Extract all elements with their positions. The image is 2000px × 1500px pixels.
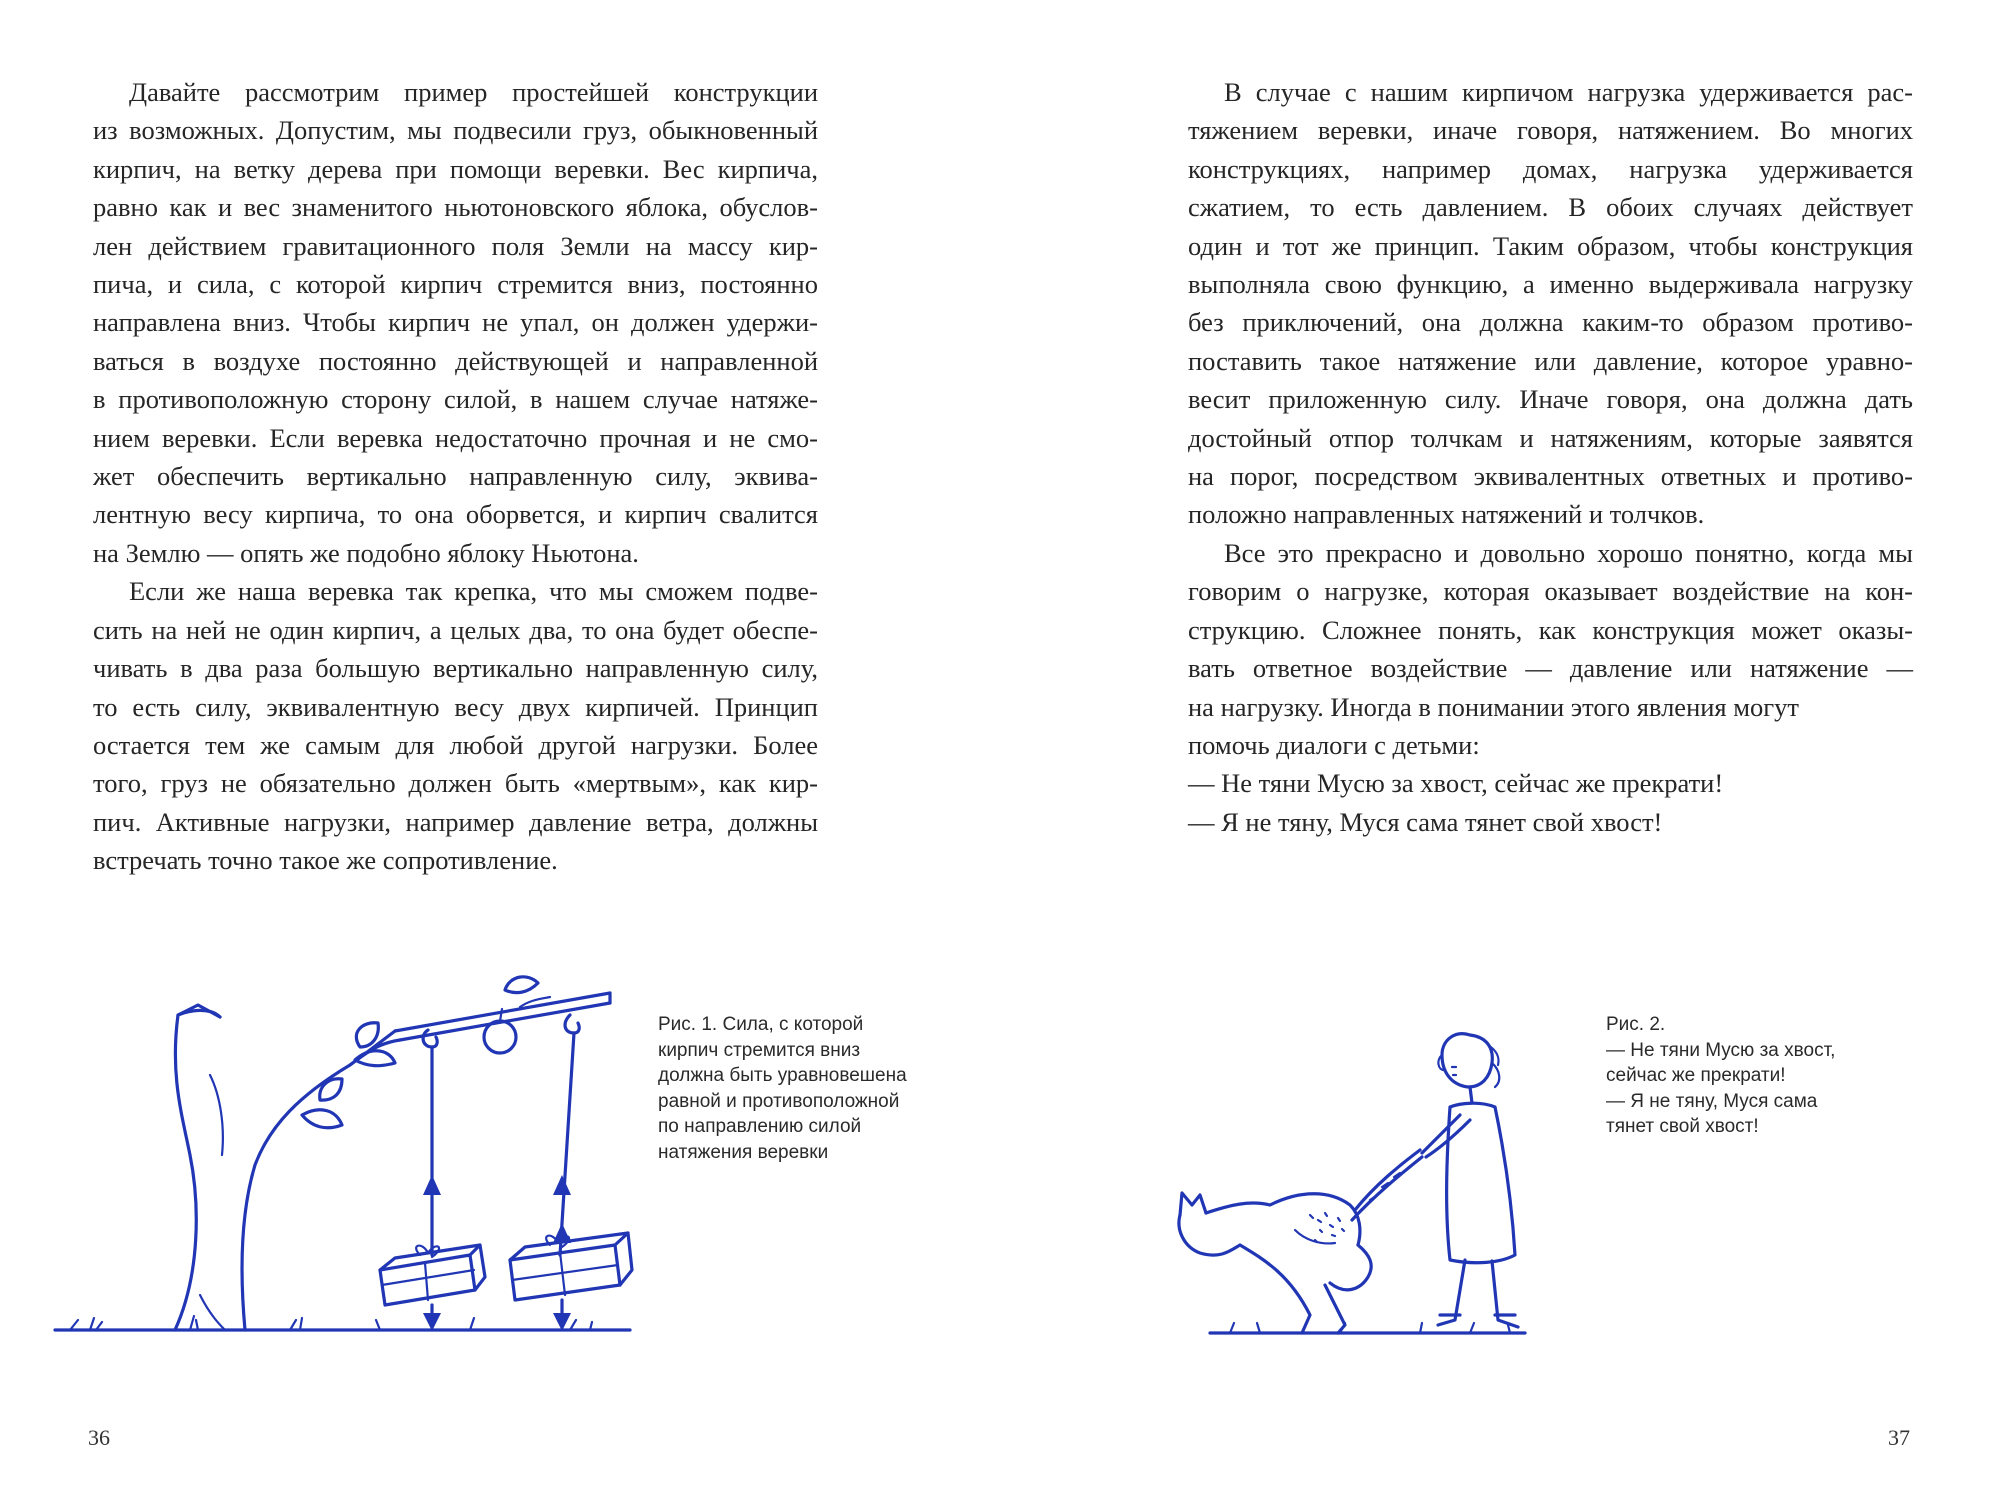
text-line: струкцию. Сложнее понять, как конструкция может оказы- [1188, 614, 1913, 645]
right-body-text [1188, 73, 1913, 841]
text-line: нием веревки. Если веревка недостаточно прочная и не смо- [93, 422, 818, 453]
caption-line: — Не тяни Мусю за хвост, [1606, 1039, 1836, 1061]
dialogue-line: — Не тяни Мусю за хвост, сейчас же прекрати! [1188, 768, 1724, 799]
text-line: на нагрузку. Иногда в понимании этого явления могут [1188, 691, 1799, 722]
right-page [1000, 0, 2000, 1500]
caption-line: должна быть уравновешена [658, 1065, 907, 1087]
text-line: Все это прекрасно и довольно хорошо понятно, когда мы [1224, 537, 1913, 568]
text-line: Если же наша веревка так крепка, что мы сможем подве- [129, 576, 818, 607]
text-line: равно как и вес знаменитого ньютоновского яблока, обуслов- [93, 192, 818, 223]
text-line: на Землю — опять же подобно яблоку Ньютона. [93, 537, 639, 568]
text-line: из возможных. Допустим, мы подвесили груз, обыкновенный [93, 115, 818, 146]
text-line: говорим о нагрузке, которая оказывает воздействие на кон- [1188, 576, 1913, 607]
page-number: 36 [88, 1425, 110, 1450]
caption-line: равной и противоположной [658, 1090, 900, 1112]
text-line: встречать точно такое же сопротивление. [93, 845, 558, 876]
text-line: поставить такое натяжение или давление, которое уравно- [1188, 345, 1913, 376]
text-line: тяжением веревки, иначе говоря, натяжением. Во многих [1188, 115, 1913, 146]
left-body-text [93, 73, 818, 880]
tree-bricks-illustration [50, 955, 650, 1340]
text-line: В случае с нашим кирпичом нагрузка удерживается рас- [1224, 77, 1913, 107]
text-line: без приключений, она должна каким-то образом противо- [1188, 307, 1913, 338]
text-line: сжатием, то есть давлением. В обоих случаях действует [1188, 192, 1913, 223]
page-number: 37 [1888, 1425, 1910, 1450]
text-line: один и тот же принцип. Таким образом, чтобы конструкция [1188, 230, 1913, 261]
text-line: на порог, посредством эквивалентных ответных и противо- [1188, 461, 1913, 492]
text-line: лентную весу кирпича, то она оборвется, и кирпич свалится [93, 499, 818, 530]
dialogue-line: — Я не тяну, Муся сама тянет свой хвост! [1188, 806, 1663, 837]
caption-line: — Я не тяну, Муся сама [1606, 1090, 1818, 1112]
caption-line: натяжения веревки [658, 1141, 829, 1163]
caption-line: по направлению силой [658, 1116, 862, 1138]
caption-line: кирпич стремится вниз [658, 1039, 861, 1061]
caption-line: Рис. 2. [1606, 1014, 1666, 1035]
text-line: конструкциях, например домах, нагрузка удерживается [1188, 153, 1913, 184]
caption-line: тянет свой хвост! [1606, 1116, 1759, 1138]
text-line: вать ответное воздействие — давление или натяжение — [1188, 653, 1913, 684]
text-line: Давайте рассмотрим пример простейшей конструкции [129, 77, 818, 107]
text-line: пича, и сила, с которой кирпич стремится вниз, постоянно [93, 269, 818, 300]
text-line: лен действием гравитационного поля Земли на массу кир- [93, 230, 818, 261]
text-line: в противоположную сторону силой, в нашем случае натяже- [93, 384, 818, 415]
girl-and-cat-illustration [1170, 1015, 1540, 1345]
text-line: ваться в воздухе постоянно действующей и направленной [93, 345, 818, 376]
text-line: положно направленных натяжений и толчков. [1188, 499, 1705, 530]
text-line: направлена вниз. Чтобы кирпич не упал, он должен удержи- [93, 307, 818, 338]
text-line: чивать в два раза большую вертикально направленную силу, [93, 653, 818, 684]
caption-line: сейчас же прекрати! [1606, 1065, 1786, 1087]
text-line: весит приложенную силу. Иначе говоря, она должна дать [1188, 384, 1913, 415]
text-line: кирпич, на ветку дерева при помощи веревки. Вес кирпича, [93, 153, 818, 184]
text-line: то есть силу, эквивалентную весу двух кирпичей. Принцип [93, 691, 818, 722]
text-line: пич. Активные нагрузки, например давление ветра, должны [93, 806, 818, 837]
text-line: жет обеспечить вертикально направленную силу, эквива- [93, 461, 818, 492]
text-line: остается тем же самым для любой другой нагрузки. Более [93, 729, 818, 760]
text-line: помочь диалоги с детьми: [1188, 729, 1480, 760]
text-line: достойный отпор толчкам и натяжениям, которые заявятся [1188, 422, 1913, 453]
text-line: сить на ней не один кирпич, а целых два, то она будет обеспе- [93, 614, 818, 645]
caption-line: Рис. 1. Сила, с которой [658, 1014, 864, 1035]
figure-2-caption [1606, 1012, 1835, 1140]
figure-1-caption [658, 1012, 907, 1166]
text-line: того, груз не обязательно должен быть «мертвым», как кир- [93, 768, 818, 799]
text-line: выполняла свою функцию, а именно выдерживала нагрузку [1188, 269, 1913, 300]
